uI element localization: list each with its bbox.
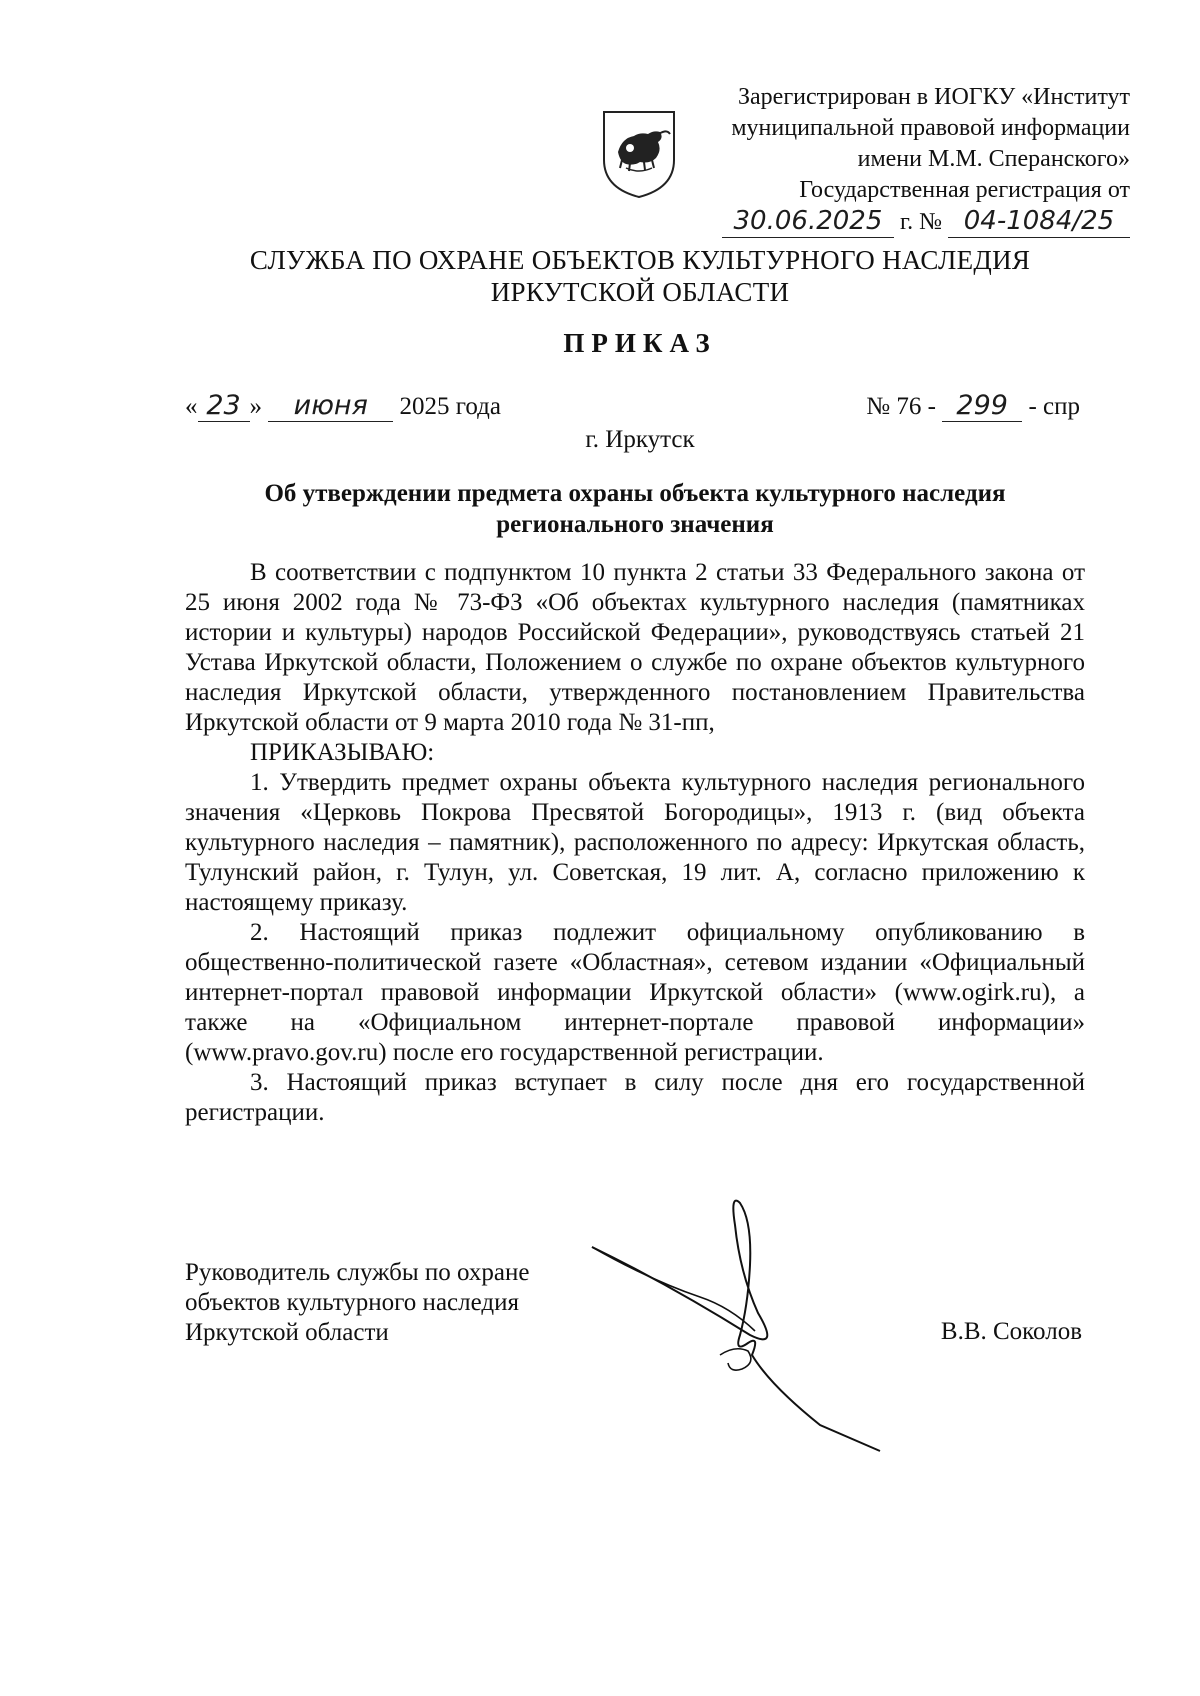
registration-line-4: Государственная регистрация от — [799, 177, 1130, 203]
registration-block — [700, 82, 1130, 238]
document-title-line-1: Об утверждении предмета охраны объекта культурного наследия — [264, 480, 1006, 507]
signer-title-line-1: Руководитель службы по охране — [185, 1259, 530, 1286]
registration-line-3: имени М.М. Сперанского» — [857, 146, 1130, 172]
order-number — [866, 390, 1080, 422]
order-item-2: 2. Настоящий приказ подлежит официальному опубликованию в общественно-политической газете «Областная», сетевом издании «Официальный интернет-портал правовой информации Иркутской области» (www.ogirk.ru), а также на «Официальном интернет-портале правовой информации» (www.pravo.gov.ru) после его государственной регистрации. — [185, 919, 1085, 1066]
document-title-line-2: регионального значения — [496, 511, 774, 538]
signer-title — [185, 1258, 529, 1348]
document-body — [185, 558, 1085, 1128]
registration-number-label: г. № — [899, 209, 942, 235]
registration-date-row — [700, 206, 1130, 238]
signer-title-line-3: Иркутской области — [185, 1319, 389, 1346]
registration-line-2: муниципальной правовой информации — [731, 115, 1130, 141]
signature-icon — [580, 1185, 910, 1460]
agency-name-line-2: ИРКУТСКОЙ ОБЛАСТИ — [490, 277, 790, 307]
date-open-quote: « — [185, 393, 198, 420]
registration-line-1: Зарегистрирован в ИОГКУ «Институт — [737, 84, 1130, 110]
registration-date: 30.06.2025 — [722, 206, 894, 238]
order-day: 23 — [198, 390, 250, 422]
registration-number: 04-1084/25 — [948, 206, 1130, 238]
order-month: июня — [268, 390, 393, 422]
order-number-suffix: - спр — [1028, 393, 1080, 420]
preamble-paragraph: В соответствии с подпунктом 10 пункта 2 статьи 33 Федерального закона от 25 июня 2002 года № 73-ФЗ «Об объектах культурного наследия (памятниках истории и культуры) народов Российской Федерации», руководствуясь статьей 21 Устава Иркутской области, Положением о службе по охране объектов культурного наследия Иркутской области, утвержденного постановлением Правительства Иркутской области от 9 марта 2010 года № 31-пп, — [185, 559, 1085, 736]
signer-title-line-2: объектов культурного наследия — [185, 1289, 519, 1316]
city: г. Иркутск — [585, 426, 695, 453]
order-item-1: 1. Утвердить предмет охраны объекта культурного наследия регионального значения «Церковь Покрова Пресвятой Богородицы», 1913 г. (вид объекта культурного наследия – памятник), расположенного по адресу: Иркутская область, Тулунский район, г. Тулун, ул. Советская, 19 лит. А, согласно приложению к настоящему приказу. — [185, 769, 1085, 916]
order-date — [185, 390, 501, 422]
agency-name-line-1: СЛУЖБА ПО ОХРАНЕ ОБЪЕКТОВ КУЛЬТУРНОГО НАСЛЕДИЯ — [249, 245, 1031, 275]
order-number-prefix: № 76 - — [866, 393, 936, 420]
order-item-3: 3. Настоящий приказ вступает в силу после дня его государственной регистрации. — [185, 1069, 1085, 1126]
coat-of-arms-icon — [600, 108, 678, 205]
order-number-value: 299 — [942, 390, 1022, 422]
document-title — [185, 478, 1085, 540]
signer-name: В.В. Соколов — [940, 1318, 1082, 1345]
agency-name — [180, 244, 1100, 308]
order-year: 2025 года — [399, 393, 501, 420]
date-close-quote: » — [249, 393, 262, 420]
order-title: ПРИКАЗ — [563, 328, 717, 358]
order-word: ПРИКАЗЫВАЮ: — [250, 739, 435, 766]
